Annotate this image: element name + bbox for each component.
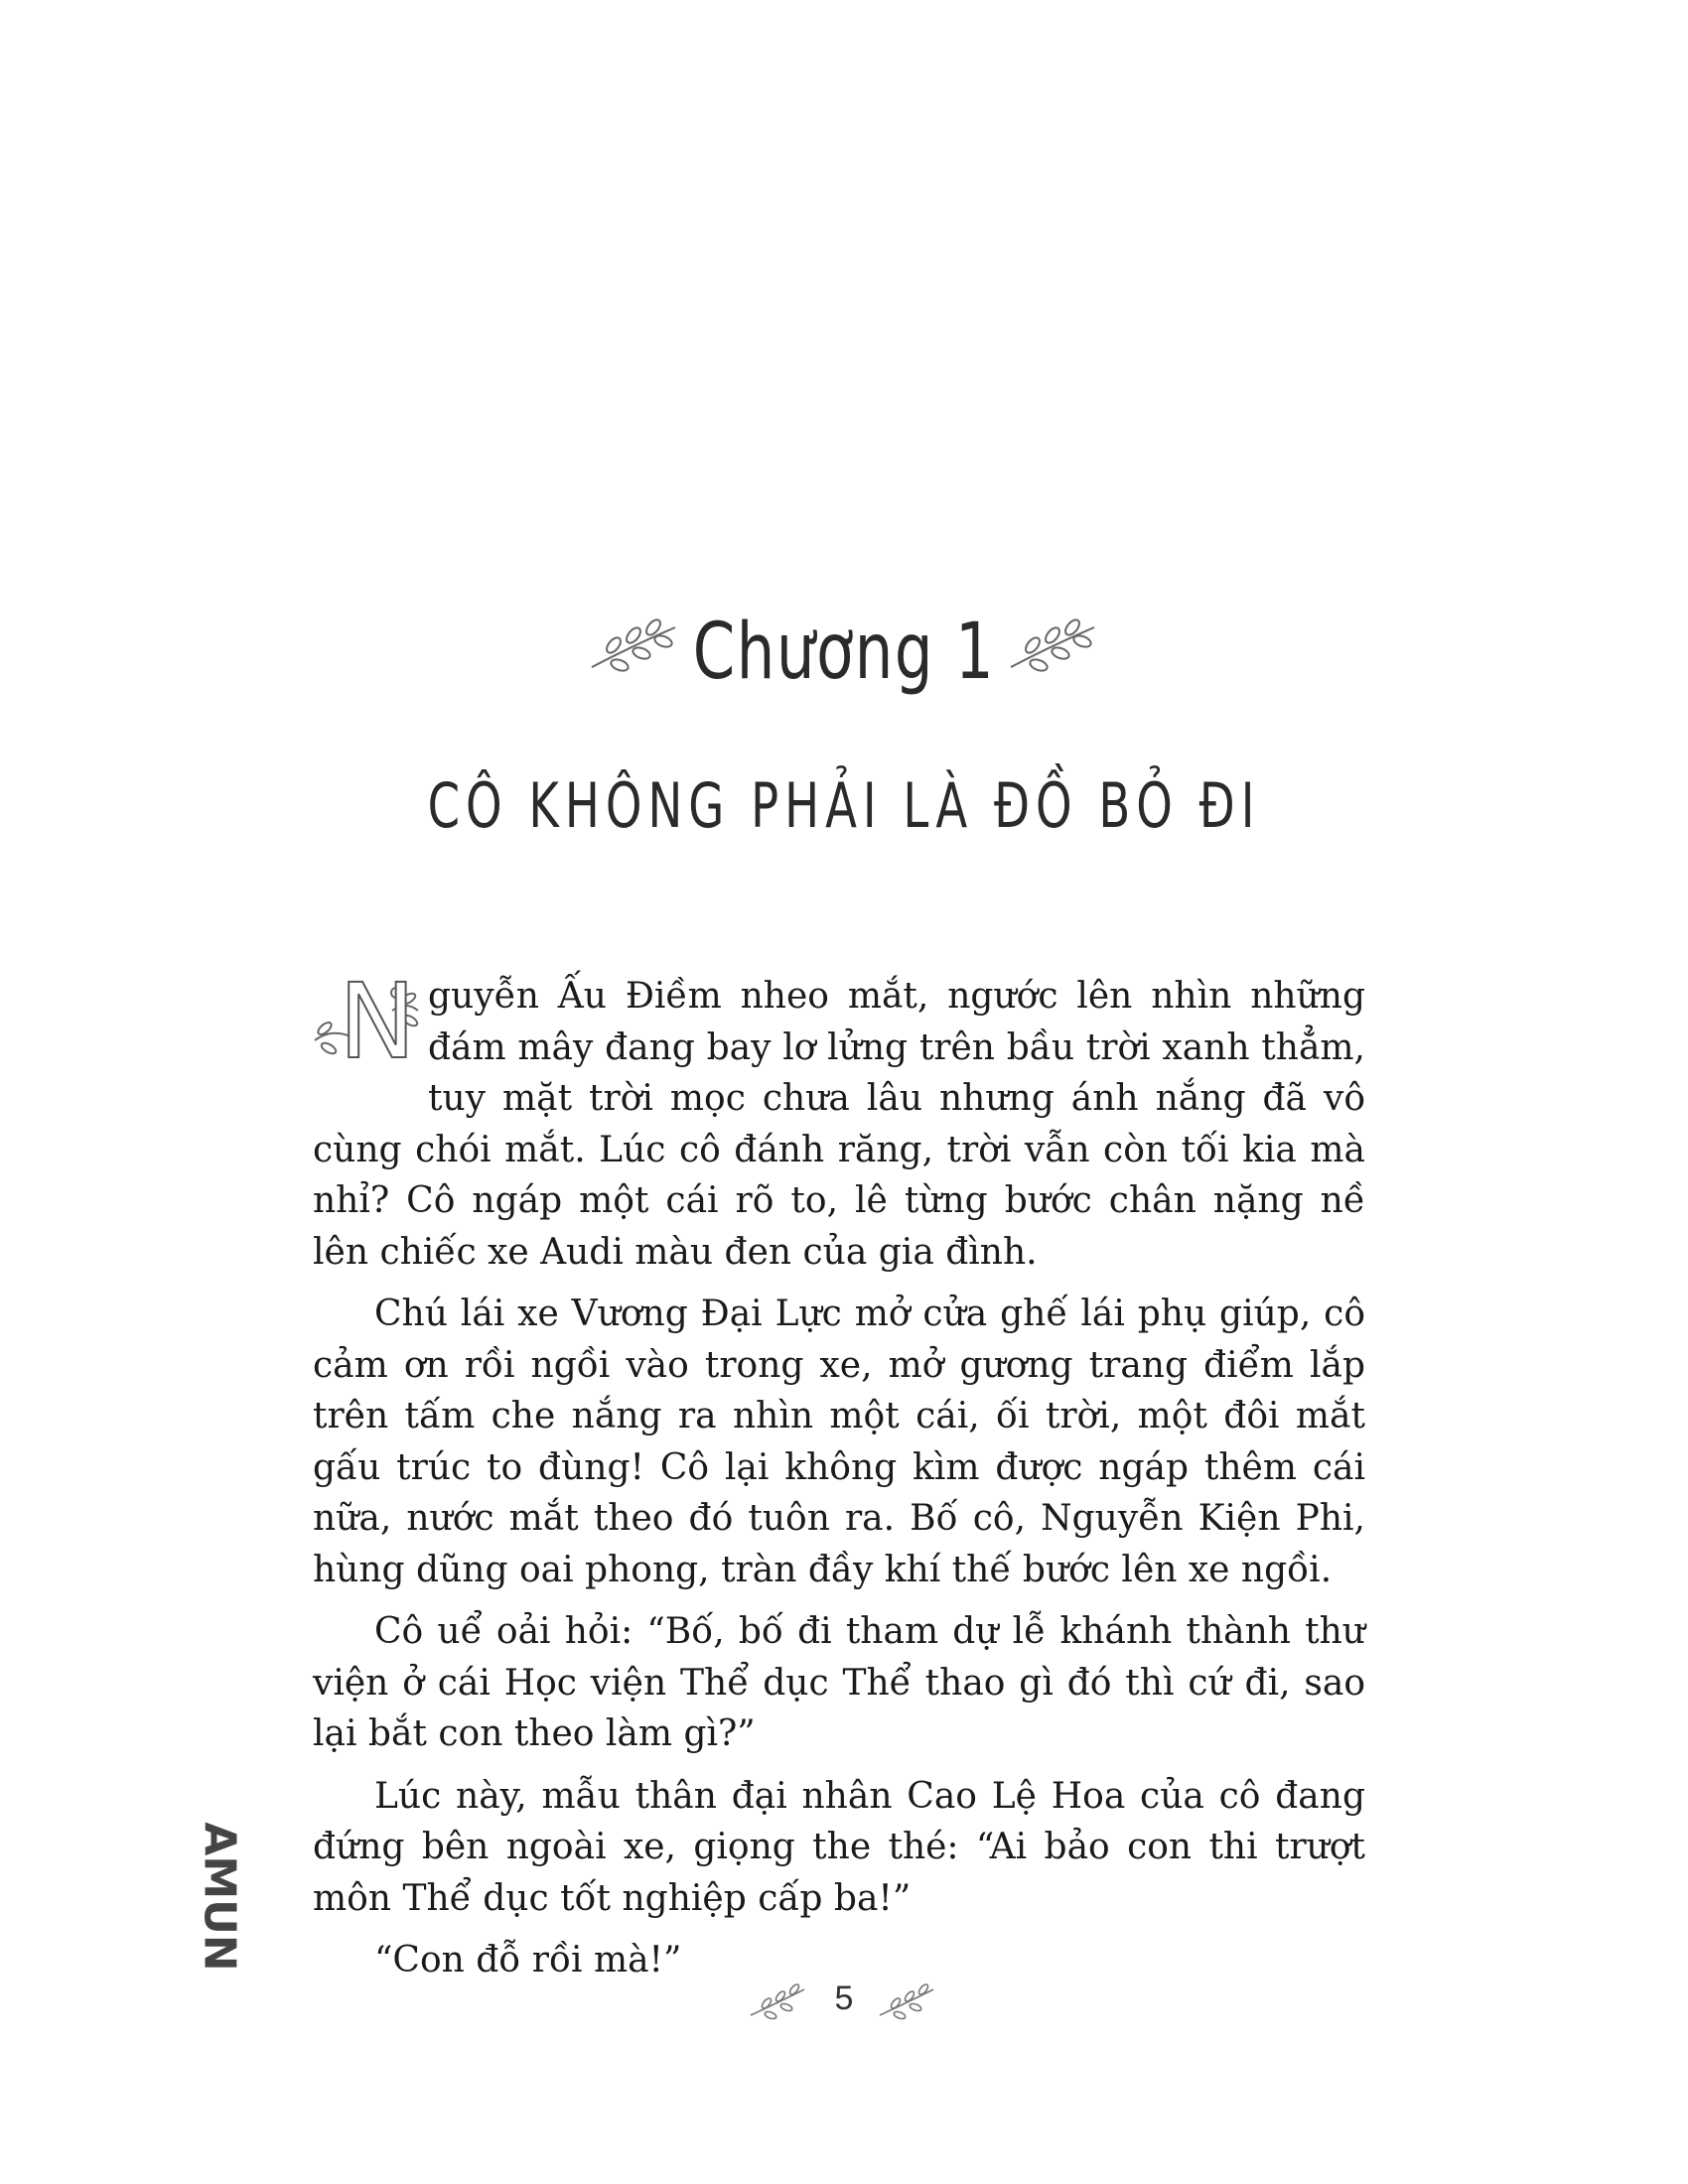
- publisher-logo: [195, 1812, 244, 1980]
- leaf-sprig-icon: [876, 1978, 937, 2023]
- paragraph: [313, 961, 1365, 1278]
- page-footer: [0, 1976, 1688, 2035]
- paragraph: Chú lái xe Vương Đại Lực mở cửa ghế lái phụ giúp, cô cảm ơn rồi ngồi vào trong xe, mở gương trang điểm lắp trên tấm che nắng ra nhìn một cái, ối trời, một đôi mắt gấu trúc to đùng! Cô lại không kìm được ngáp thêm cái nữa, nước mắt theo đó tuôn ra. Bố cô, Nguyễn Kiện Phi, hùng dũng oai phong, tràn đầy khí thế bước lên xe ngồi.: [313, 1294, 1365, 1590]
- chapter-number: Chương 1: [692, 608, 996, 697]
- paragraph: “Con đỗ rồi mà!”: [374, 1940, 682, 1980]
- body-text: [313, 961, 1365, 1997]
- paragraph: Cô uể oải hỏi: “Bố, bố đi tham dự lễ khánh thành thư viện ở cái Học viện Thể dục Thể thao gì đó thì cứ đi, sao lại bắt con theo làm gì?”: [313, 1611, 1365, 1754]
- paragraph-text: guyễn Ấu Điềm nheo mắt, ngước lên nhìn những đám mây đang bay lơ lửng trên bầu trời xanh thẳm, tuy mặt trời mọc chưa lâu nhưng ánh nắng đã vô cùng chói mắt. Lúc cô đánh răng, trời vẫn còn tối kia mà nhỉ? Cô ngáp một cái rõ to, lê từng bước chân nặng nề lên chiếc xe Audi màu đen của gia đình.: [313, 976, 1365, 1273]
- leaf-sprig-icon: [1003, 606, 1102, 685]
- drop-cap-letter: N: [339, 961, 416, 1082]
- drop-cap: [311, 961, 422, 1082]
- leaf-sprig-icon: [747, 1978, 808, 2023]
- publisher-logo-text: AMUN: [194, 1822, 245, 1972]
- chapter-title: CÔ KHÔNG PHẢI LÀ ĐỒ BỎ ĐI: [427, 769, 1261, 842]
- page-number: 5: [834, 1979, 854, 2017]
- paragraph: Lúc này, mẫu thân đại nhân Cao Lệ Hoa của cô đang đứng bên ngoài xe, giọng the thé: “Ai bảo con thi trượt môn Thể dục tốt nghiệp cấp ba!”: [313, 1775, 1365, 1919]
- chapter-header: [0, 596, 1688, 715]
